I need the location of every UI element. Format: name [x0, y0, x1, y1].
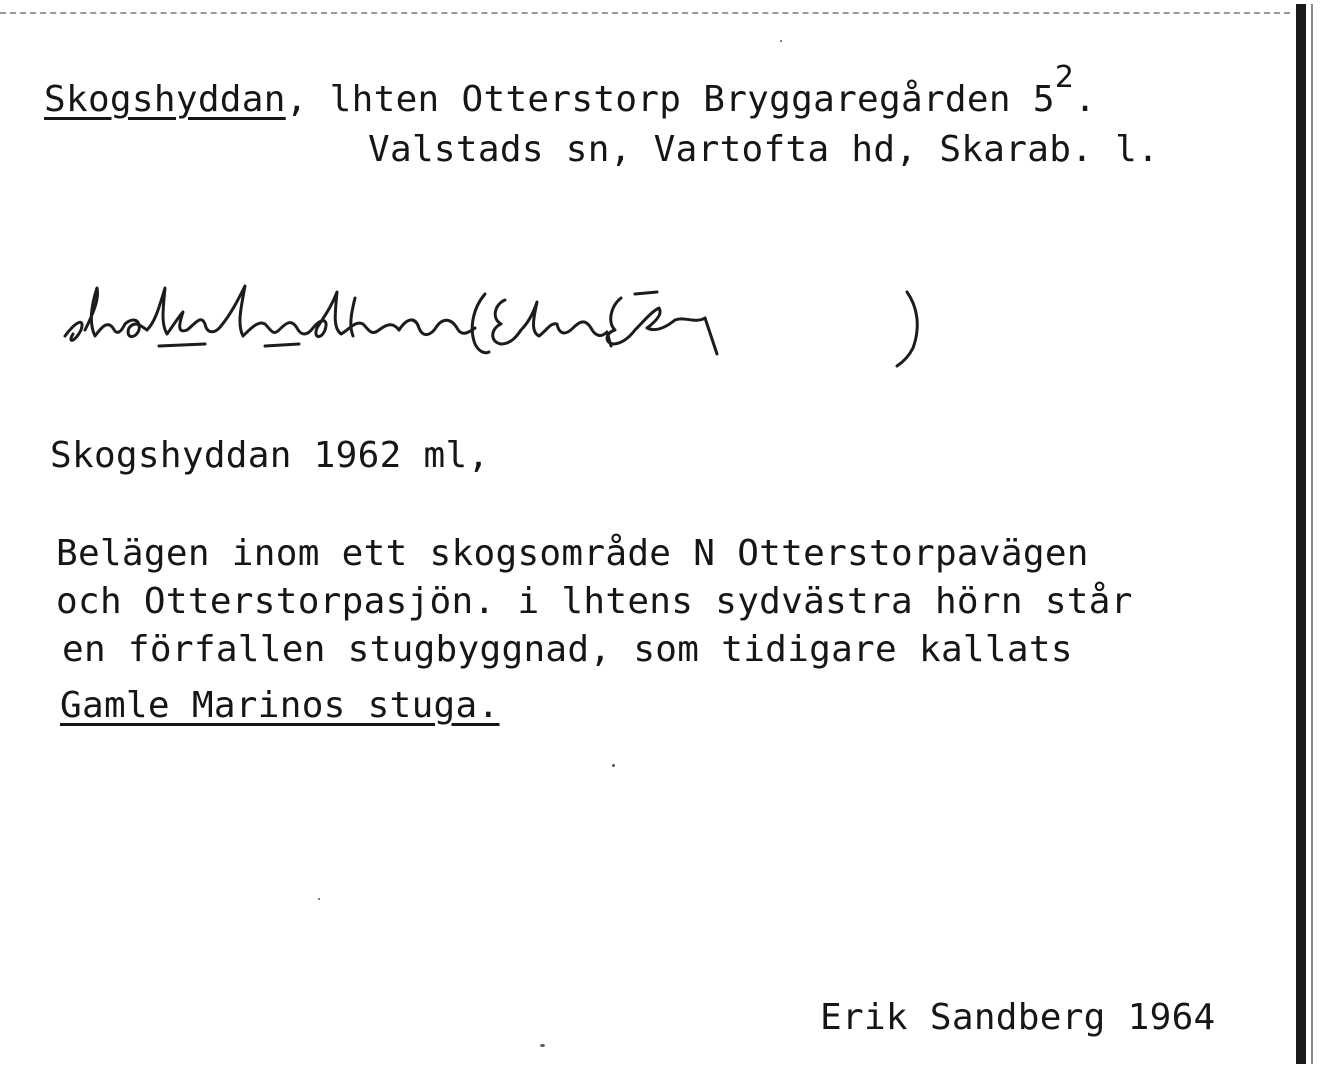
underlined-place-name: Gamle Marinos stuga.	[60, 685, 500, 726]
right-edge-line	[1296, 4, 1306, 1064]
card-heading-line1	[44, 60, 1097, 120]
heading-end: .	[1074, 79, 1097, 120]
body-line-1: Belägen inom ett skogsområde N Otterstorpavägen	[56, 533, 1089, 574]
body-line-2: och Otterstorpasjön. i lhtens sydvästra hörn står	[56, 581, 1133, 622]
record-line: Skogshyddan 1962 ml,	[50, 435, 490, 476]
body-line-3: en förfallen stugbyggnad, som tidigare kallats	[62, 629, 1073, 670]
card-heading-line2: Valstads sn, Vartofta hd, Skarab. l.	[368, 129, 1160, 170]
handwritten-note-graphic	[55, 258, 955, 378]
right-edge-thin-line	[1311, 4, 1313, 1064]
place-name-heading: Skogshyddan	[44, 79, 286, 120]
heading-location: , lhten Otterstorp Bryggaregården 5	[285, 79, 1055, 120]
speck	[318, 898, 320, 900]
heading-superscript: 2	[1054, 60, 1075, 95]
signature: Erik Sandberg 1964	[820, 997, 1216, 1038]
speck	[612, 764, 615, 767]
speck	[540, 1044, 545, 1047]
top-edge-dashes	[0, 12, 1290, 14]
handwritten-note	[55, 258, 955, 383]
speck	[780, 40, 782, 42]
